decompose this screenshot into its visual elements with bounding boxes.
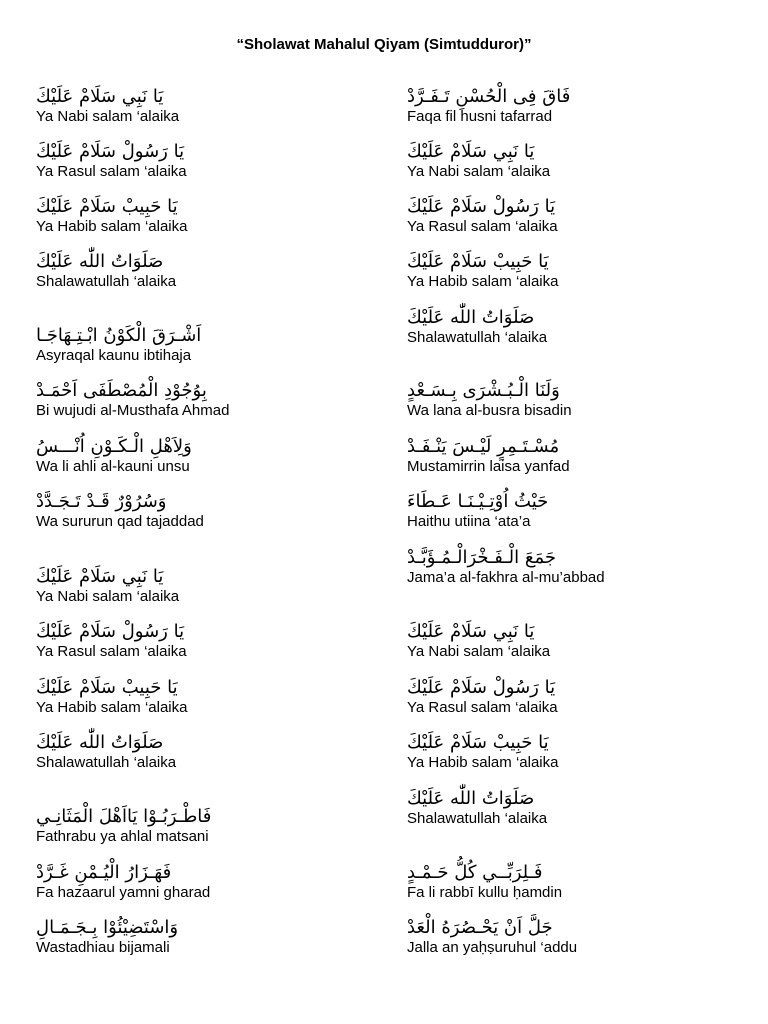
verse-right-8 — [407, 491, 747, 530]
arabic-text: حَيْثُ اُوْتِـيْـنَـا عَـطَاءَ — [407, 491, 549, 512]
arabic-text: فَـلِرَبِّــي كُلُّ حَـمْـدٍ — [407, 862, 543, 883]
arabic-text: يَا رَسُولْ سَلَامْ عَلَيْكَ — [407, 677, 556, 698]
latin-text: Ya Rasul salam ‘alaika — [407, 699, 558, 716]
verse-left-12 — [36, 732, 376, 771]
verse-left-9 — [36, 566, 376, 605]
latin-text: Wastadhiau bijamali — [36, 939, 170, 956]
arabic-text: يَا حَبِيبْ سَلَامْ عَلَيْكَ — [36, 677, 178, 698]
arabic-text: يَا رَسُولْ سَلَامْ عَلَيْكَ — [407, 196, 556, 217]
latin-text: Ya Nabi salam ‘alaika — [36, 108, 180, 125]
latin-text: Ya Nabi salam ‘alaika — [36, 588, 180, 605]
arabic-text: وَسُرُوْرٌ قَـدْ تَـجَـدَّدْ — [36, 491, 167, 512]
arabic-text: وَاسْتَضِيْئُوْا بِـجَـمَـالِ — [36, 917, 179, 938]
latin-text: Jalla an yaḥṣuruhul ‘addu — [407, 939, 578, 956]
verse-left-2 — [36, 141, 376, 180]
arabic-text: فَاقَ فِى الْحُسْنِ تَـفَـرَّدْ — [407, 86, 571, 107]
latin-text: Fa hazaarul yamni gharad — [36, 884, 211, 901]
arabic-text: يَا حَبِيبْ سَلَامْ عَلَيْكَ — [407, 251, 549, 272]
latin-text: Jama’a al-fakhra al-mu’abbad — [407, 569, 605, 586]
latin-text: Ya Habib salam ‘alaika — [36, 218, 188, 235]
arabic-text: اَشْـرَقَ الْكَوْنُ ابْـتِـهَاجَـا — [36, 325, 202, 346]
arabic-text: يَا نَبِي سَلَامْ عَلَيْكَ — [407, 141, 535, 162]
arabic-text: صَلَوَاتُ اللّٰه عَلَيْكَ — [36, 732, 164, 753]
arabic-text: يَا حَبِيبْ سَلَامْ عَلَيْكَ — [36, 196, 178, 217]
latin-text: Ya Habib salam ‘alaika — [407, 754, 559, 771]
arabic-text: يَا رَسُولْ سَلَامْ عَلَيْكَ — [36, 621, 185, 642]
verse-right-10 — [407, 621, 747, 660]
arabic-text: صَلَوَاتُ اللّٰه عَلَيْكَ — [407, 788, 535, 809]
verse-left-10 — [36, 621, 376, 660]
latin-text: Ya Rasul salam ‘alaika — [36, 643, 187, 660]
latin-text: Shalawatullah ‘alaika — [36, 273, 177, 290]
latin-text: Wa li ahli al-kauni unsu — [36, 458, 190, 475]
latin-text: Ya Habib salam ‘alaika — [36, 699, 188, 716]
verse-left-15 — [36, 917, 376, 956]
verse-left-6 — [36, 380, 376, 419]
latin-text: Shalawatullah ‘alaika — [36, 754, 177, 771]
arabic-text: يَا نَبِي سَلَامْ عَلَيْكَ — [36, 566, 164, 587]
arabic-text: يَا نَبِي سَلَامْ عَلَيْكَ — [36, 86, 164, 107]
latin-text: Ya Rasul salam ‘alaika — [407, 218, 558, 235]
latin-text: Fathrabu ya ahlal matsani — [36, 828, 209, 845]
verse-right-14 — [407, 862, 747, 901]
latin-text: Shalawatullah ‘alaika — [407, 810, 548, 827]
verse-left-14 — [36, 862, 376, 901]
verse-right-15 — [407, 917, 747, 956]
verse-left-11 — [36, 677, 376, 716]
verse-right-5 — [407, 307, 747, 346]
arabic-text: مُسْـتَـمِرٍ لَيْـسَ يَنْـفَـدْ — [407, 436, 560, 457]
arabic-text: يَا رَسُولْ سَلَامْ عَلَيْكَ — [36, 141, 185, 162]
latin-text: Ya Nabi salam ‘alaika — [407, 643, 551, 660]
verse-right-13 — [407, 788, 747, 827]
page-title: “Sholawat Mahalul Qiyam (Simtudduror)” — [236, 36, 532, 53]
latin-text: Ya Nabi salam ‘alaika — [407, 163, 551, 180]
latin-text: Ya Habib salam ‘alaika — [407, 273, 559, 290]
arabic-text: فَاطْـرَبُـوْا يَااَهْلَ الْمَثَانِـي — [36, 806, 212, 827]
latin-text: Shalawatullah ‘alaika — [407, 329, 548, 346]
arabic-text: صَلَوَاتُ اللّٰه عَلَيْكَ — [407, 307, 535, 328]
verse-left-4 — [36, 251, 376, 290]
verse-right-6 — [407, 380, 747, 419]
latin-text: Haithu utiina ‘ata’a — [407, 513, 531, 530]
arabic-text: يَا حَبِيبْ سَلَامْ عَلَيْكَ — [407, 732, 549, 753]
latin-text: Wa sururun qad tajaddad — [36, 513, 204, 530]
latin-text: Asyraqal kaunu ibtihaja — [36, 347, 192, 364]
verse-right-2 — [407, 141, 747, 180]
arabic-text: جَمَعَ الْـفَـخْرَالْـمُـؤَبَّـدْ — [407, 547, 556, 568]
verse-right-7 — [407, 436, 747, 475]
arabic-text: جَلَّ اَنْ يَحْـصُرَهُ الْعَدْ — [407, 917, 553, 938]
verse-right-9 — [407, 547, 747, 586]
latin-text: Ya Rasul salam ‘alaika — [36, 163, 187, 180]
latin-text: Faqa fil husni tafarrad — [407, 108, 553, 125]
verse-right-3 — [407, 196, 747, 235]
arabic-text: فَهَـزَارُ الْيُـمْنِ غَـرَّدْ — [36, 862, 172, 883]
verse-right-11 — [407, 677, 747, 716]
verse-right-1 — [407, 86, 747, 125]
verse-right-4 — [407, 251, 747, 290]
verse-left-3 — [36, 196, 376, 235]
arabic-text: وَلَنَا الْـبُـشْرَى بِـسَـعْدٍ — [407, 380, 560, 401]
latin-text: Bi wujudi al-Musthafa Ahmad — [36, 402, 230, 419]
verse-left-8 — [36, 491, 376, 530]
arabic-text: يَا نَبِي سَلَامْ عَلَيْكَ — [407, 621, 535, 642]
arabic-text: وَلِاَهْلِ الْـكَـوْنِ اُنْـــسُ — [36, 436, 192, 457]
latin-text: Fa li rabbī kullu ḥamdin — [407, 884, 563, 901]
arabic-text: بِوُجُوْدِ الْمُصْطَفَى اَحْمَـدْ — [36, 380, 207, 401]
verse-left-13 — [36, 806, 376, 845]
verse-right-12 — [407, 732, 747, 771]
latin-text: Mustamirrin laisa yanfad — [407, 458, 570, 475]
verse-left-7 — [36, 436, 376, 475]
latin-text: Wa lana al-busra bisadin — [407, 402, 572, 419]
arabic-text: صَلَوَاتُ اللّٰه عَلَيْكَ — [36, 251, 164, 272]
verse-left-5 — [36, 325, 376, 364]
verse-left-1 — [36, 86, 376, 125]
